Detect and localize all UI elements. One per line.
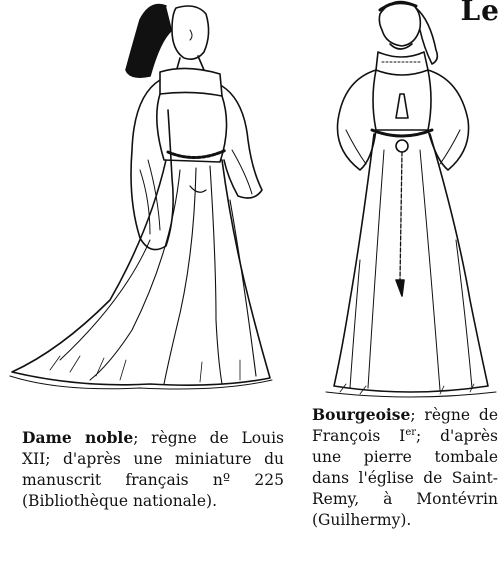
noble-lady-caption bbox=[22, 427, 284, 512]
noble-lady-illustration bbox=[0, 0, 280, 402]
bourgeoise-illustration bbox=[320, 0, 500, 400]
bourgeoise-caption-superscript: er bbox=[405, 426, 417, 438]
noble-lady-caption-title: Dame noble bbox=[22, 428, 134, 447]
page-header-fragment: Le bbox=[460, 0, 500, 27]
bourgeoise-caption-text-1: ; règne de François I bbox=[312, 406, 498, 445]
noble-lady-caption-text: ; règne de Louis XII; d'après une miniature du manuscrit français nº 225 (Bibliothèque nationale). bbox=[22, 429, 284, 510]
bourgeoise-caption bbox=[312, 404, 498, 531]
bourgeoise-caption-text-2: ; d'après une pierre tombale dans l'église de Saint-Remy, à Montévrin (Guilhermy). bbox=[312, 427, 498, 529]
bourgeoise-caption-title: Bourgeoise bbox=[312, 405, 411, 424]
